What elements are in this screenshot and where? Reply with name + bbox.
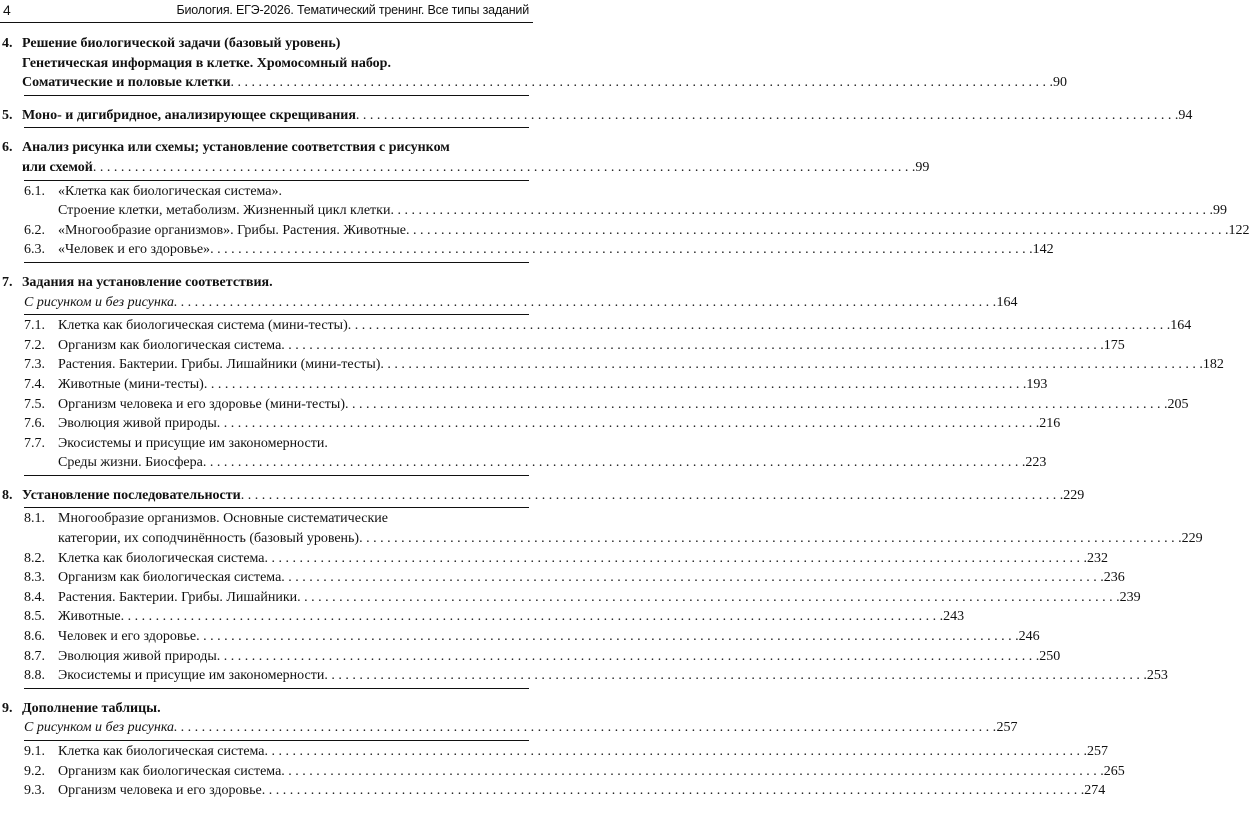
dot-leader xyxy=(210,240,1033,260)
page-ref: 253 xyxy=(1146,668,1168,684)
toc-entry[interactable] xyxy=(0,607,965,627)
section-heading xyxy=(0,273,533,293)
section-number: 5. xyxy=(2,107,13,123)
entry-title xyxy=(58,568,1125,588)
toc-entry[interactable] xyxy=(0,742,1109,762)
toc-section xyxy=(0,486,1203,689)
section-heading xyxy=(0,699,533,719)
page-number: 4 xyxy=(3,2,11,18)
running-title: Биология. ЕГЭ-2026. Тематический тренинг. Все типы заданий xyxy=(176,3,529,17)
entry-title-text: Клетка как биологическая система xyxy=(58,744,265,759)
section-title-line xyxy=(22,106,1192,126)
entry-title-line xyxy=(58,395,1188,415)
section-heading xyxy=(0,138,930,177)
entry-title-text: Организм как биологическая система xyxy=(58,570,282,586)
page-ref: 232 xyxy=(1087,550,1109,566)
dot-leader xyxy=(359,529,1182,549)
section-title xyxy=(22,699,533,719)
section-rule xyxy=(24,507,529,508)
section-rule xyxy=(24,314,529,315)
entry-title-line: Экосистемы и присущие им закономерности. xyxy=(58,435,328,451)
entry-title xyxy=(58,647,1060,667)
page-ref: 239 xyxy=(1119,589,1141,605)
page-ref: 274 xyxy=(1084,783,1106,799)
section-rule xyxy=(24,262,529,263)
dot-leader xyxy=(281,762,1104,782)
entry-number: 6.3. xyxy=(24,242,45,258)
dot-leader xyxy=(324,666,1147,686)
section-title xyxy=(22,273,533,293)
page-ref: 223 xyxy=(1025,455,1047,471)
entry-title xyxy=(58,316,1191,336)
toc-entry[interactable] xyxy=(0,182,1227,221)
section-rule xyxy=(24,95,529,96)
toc-entry[interactable] xyxy=(0,414,1061,434)
entry-number: 8.1. xyxy=(24,511,45,527)
dot-leader xyxy=(281,336,1104,356)
entry-title-text: Организм человека и его здоровье (мини-тесты) xyxy=(58,396,345,412)
dot-leader xyxy=(297,588,1120,608)
page-ref: 164 xyxy=(996,294,1018,310)
section-title-line xyxy=(22,699,529,719)
section-subtitle xyxy=(24,718,1018,738)
page-ref: 265 xyxy=(1103,763,1125,779)
entry-number: 6.1. xyxy=(24,183,45,199)
section-rule xyxy=(24,475,529,476)
dot-leader xyxy=(174,718,997,738)
toc-entry[interactable] xyxy=(0,627,1040,647)
dot-leader xyxy=(174,293,997,313)
section-title xyxy=(22,34,1071,93)
entry-title-text: Эволюция живой природы xyxy=(58,648,217,664)
toc-entry[interactable] xyxy=(0,434,1047,473)
entry-title-line xyxy=(58,529,1203,549)
section-title-line: Генетическая информация в клетке. Хромосомный набор. xyxy=(22,55,391,71)
section-title xyxy=(22,138,933,177)
entry-title xyxy=(58,549,1108,569)
entry-title-line xyxy=(58,453,1046,473)
entry-number: 8.2. xyxy=(24,550,45,566)
section-heading xyxy=(0,106,1193,126)
dot-leader xyxy=(406,221,1229,241)
entry-title-line xyxy=(58,742,1108,762)
section-title-text: Установление последовательности xyxy=(22,487,241,503)
entry-number: 7.6. xyxy=(24,416,45,432)
section-title-line xyxy=(22,273,529,293)
page-ref: 257 xyxy=(996,720,1018,736)
section-rule xyxy=(24,688,529,689)
page-ref: 164 xyxy=(1170,318,1192,334)
entry-title xyxy=(58,509,1203,548)
dot-leader xyxy=(262,781,1085,801)
section-title-text: Дополнение таблицы. xyxy=(22,700,161,716)
section-number: 6. xyxy=(2,140,13,156)
entry-title xyxy=(58,607,964,627)
section-heading xyxy=(0,34,1068,93)
page-ref: 250 xyxy=(1039,648,1061,664)
page-ref: 182 xyxy=(1202,357,1224,373)
dot-leader xyxy=(93,158,916,178)
toc-entry[interactable] xyxy=(0,781,1106,801)
section-title-line xyxy=(22,158,929,178)
entry-number: 7.4. xyxy=(24,376,45,392)
section-subtitle-line xyxy=(24,718,1018,738)
entry-title-line xyxy=(58,781,1105,801)
section-number: 9. xyxy=(2,700,13,716)
entry-title-text: «Многообразие организмов». Грибы. Растения. Животные xyxy=(58,222,406,238)
section-rule xyxy=(24,127,529,128)
entry-number: 7.3. xyxy=(24,357,45,373)
entry-title-line xyxy=(58,316,1191,336)
page-ref: 216 xyxy=(1039,416,1061,432)
entry-title-line xyxy=(58,762,1125,782)
page-ref: 122 xyxy=(1228,222,1249,238)
page-ref: 205 xyxy=(1167,396,1189,412)
entry-title-text: Животные xyxy=(58,609,121,625)
page-ref: 257 xyxy=(1087,744,1109,759)
dot-leader xyxy=(241,486,1064,506)
page-ref: 175 xyxy=(1103,337,1125,353)
page-ref: 246 xyxy=(1018,629,1040,645)
entry-title-text: Растения. Бактерии. Грибы. Лишайники xyxy=(58,589,298,605)
entry-number: 9.2. xyxy=(24,763,45,779)
page-ref: 193 xyxy=(1026,376,1048,392)
entry-title-line xyxy=(58,221,1249,241)
toc-entry[interactable] xyxy=(0,355,1224,375)
entry-number: 8.4. xyxy=(24,589,45,605)
section-title xyxy=(22,486,1088,506)
entry-title-line: Многообразие организмов. Основные систематические xyxy=(58,511,388,527)
section-title-line: Анализ рисунка или схемы; установление соответствия с рисунком xyxy=(22,140,450,156)
entry-number: 8.8. xyxy=(24,668,45,684)
dot-leader xyxy=(380,355,1203,375)
entry-number: 7.2. xyxy=(24,337,45,353)
entry-number: 8.3. xyxy=(24,570,45,586)
toc-entry[interactable] xyxy=(0,375,1048,395)
entry-title xyxy=(58,627,1040,647)
entry-title xyxy=(58,434,1046,473)
entry-title-line xyxy=(58,355,1224,375)
entry-title-line xyxy=(58,336,1125,356)
running-header xyxy=(0,0,533,23)
section-rule xyxy=(24,180,529,181)
entry-title xyxy=(58,355,1224,375)
entry-title-text: Клетка как биологическая система xyxy=(58,550,265,566)
entry-number: 6.2. xyxy=(24,222,45,238)
entry-title xyxy=(58,666,1168,686)
entry-title-text: Человек и его здоровье xyxy=(58,629,197,645)
section-title-text: Соматические и половые клетки xyxy=(22,75,231,91)
page-ref: 142 xyxy=(1032,242,1054,258)
section-subtitle-text: С рисунком и без рисунка xyxy=(24,720,175,736)
page-ref: 236 xyxy=(1103,570,1125,586)
toc-entry[interactable] xyxy=(0,316,1192,336)
page-ref: 229 xyxy=(1181,531,1203,547)
entry-title-line xyxy=(58,568,1125,588)
entry-number: 7.1. xyxy=(24,318,45,334)
section-title xyxy=(22,106,1196,126)
section-number: 8. xyxy=(2,487,13,503)
toc-entry[interactable] xyxy=(0,568,1125,588)
entry-number: 7.5. xyxy=(24,396,45,412)
section-title-text: Моно- и дигибридное, анализирующее скрещивания xyxy=(22,107,356,123)
section-title-line xyxy=(22,73,1067,93)
entry-title xyxy=(58,762,1125,782)
toc-section xyxy=(0,273,1224,476)
toc-entry[interactable] xyxy=(0,647,1061,667)
toc-entry[interactable] xyxy=(0,666,1168,686)
page-ref: 229 xyxy=(1063,487,1085,503)
entry-title-line: «Клетка как биологическая система». xyxy=(58,183,283,199)
toc-section xyxy=(0,106,1193,129)
toc-entry[interactable] xyxy=(0,240,1054,260)
dot-leader xyxy=(217,647,1040,667)
entry-title-text: Организм человека и его здоровье xyxy=(58,783,262,799)
entry-title-line xyxy=(58,588,1141,608)
entry-title-text: Растения. Бактерии. Грибы. Лишайники (мини-тесты) xyxy=(58,357,381,373)
entry-number: 8.6. xyxy=(24,629,45,645)
page-ref: 99 xyxy=(1212,203,1227,219)
toc-entry[interactable] xyxy=(0,762,1125,782)
section-title-line: Решение биологической задачи (базовый уровень) xyxy=(22,36,341,51)
section-subtitle-line xyxy=(24,293,1018,313)
entry-title-line xyxy=(58,607,964,627)
entry-number: 9.3. xyxy=(24,783,45,799)
entry-title-text: Строение клетки, метаболизм. Жизненный цикл клетки xyxy=(58,203,391,219)
toc-section xyxy=(0,699,1125,801)
dot-leader xyxy=(265,742,1088,762)
page-ref: 243 xyxy=(943,609,965,625)
entry-title xyxy=(58,588,1141,608)
entry-title xyxy=(58,336,1125,356)
dot-leader xyxy=(390,201,1213,221)
dot-leader xyxy=(265,549,1088,569)
entry-number: 8.5. xyxy=(24,609,45,625)
toc-entry[interactable] xyxy=(0,588,1141,608)
section-title-line xyxy=(22,486,1084,506)
dot-leader xyxy=(217,414,1040,434)
toc-entry[interactable] xyxy=(0,509,1203,548)
page-ref: 99 xyxy=(915,159,930,175)
dot-leader xyxy=(196,627,1019,647)
dot-leader xyxy=(231,73,1054,93)
dot-leader xyxy=(281,568,1104,588)
entry-title xyxy=(58,781,1105,801)
toc-section xyxy=(0,138,1249,263)
dot-leader xyxy=(203,453,1026,473)
section-title-text: Задания на установление соответствия. xyxy=(22,274,273,290)
entry-title-line xyxy=(58,627,1040,647)
entry-title-line xyxy=(58,414,1060,434)
page-ref: 94 xyxy=(1178,107,1193,123)
entry-title xyxy=(58,375,1047,395)
dot-leader xyxy=(348,316,1171,336)
toc-entry[interactable] xyxy=(0,221,1249,241)
entry-title-text: Экосистемы и присущие им закономерности xyxy=(58,668,325,684)
entry-number: 9.1. xyxy=(24,744,45,759)
entry-title-line xyxy=(58,375,1047,395)
entry-title xyxy=(58,414,1060,434)
entry-title xyxy=(58,240,1054,260)
entry-title-line xyxy=(58,240,1054,260)
entry-title xyxy=(58,221,1249,241)
toc-entry[interactable] xyxy=(0,549,1109,569)
section-rule xyxy=(24,740,529,741)
entry-title-text: Организм как биологическая система xyxy=(58,337,282,353)
entry-title xyxy=(58,395,1188,415)
entry-title-text: Организм как биологическая система xyxy=(58,763,282,779)
entry-title-text: категории, их соподчинённость (базовый уровень) xyxy=(58,531,360,547)
toc-entry[interactable] xyxy=(0,395,1189,415)
dot-leader xyxy=(345,395,1168,415)
dot-leader xyxy=(121,607,944,627)
entry-title-text: «Человек и его здоровье» xyxy=(58,242,211,258)
dot-leader xyxy=(356,106,1179,126)
entry-number: 7.7. xyxy=(24,435,45,451)
entry-number: 8.7. xyxy=(24,648,45,664)
entry-title xyxy=(58,742,1108,762)
entry-title xyxy=(58,182,1227,221)
dot-leader xyxy=(204,375,1027,395)
page-ref: 90 xyxy=(1053,75,1068,91)
entry-title-text: Клетка как биологическая система (мини-тесты) xyxy=(58,318,348,334)
entry-title-line xyxy=(58,647,1060,667)
section-heading xyxy=(0,486,1085,506)
entry-title-line xyxy=(58,549,1108,569)
section-number: 7. xyxy=(2,274,13,290)
entry-title-text: Животные (мини-тесты) xyxy=(58,376,204,392)
section-number: 4. xyxy=(2,36,13,51)
toc-section xyxy=(0,34,1068,96)
entry-title-text: Среды жизни. Биосфера xyxy=(58,455,203,471)
toc-entry[interactable] xyxy=(0,336,1125,356)
section-subtitle xyxy=(24,293,1018,313)
section-title-text: или схемой xyxy=(22,159,93,175)
entry-title-line xyxy=(58,666,1168,686)
entry-title-text: Эволюция живой природы xyxy=(58,416,217,432)
entry-title-line xyxy=(58,201,1227,221)
table-of-contents xyxy=(0,34,1249,811)
section-subtitle-text: С рисунком и без рисунка xyxy=(24,294,175,310)
